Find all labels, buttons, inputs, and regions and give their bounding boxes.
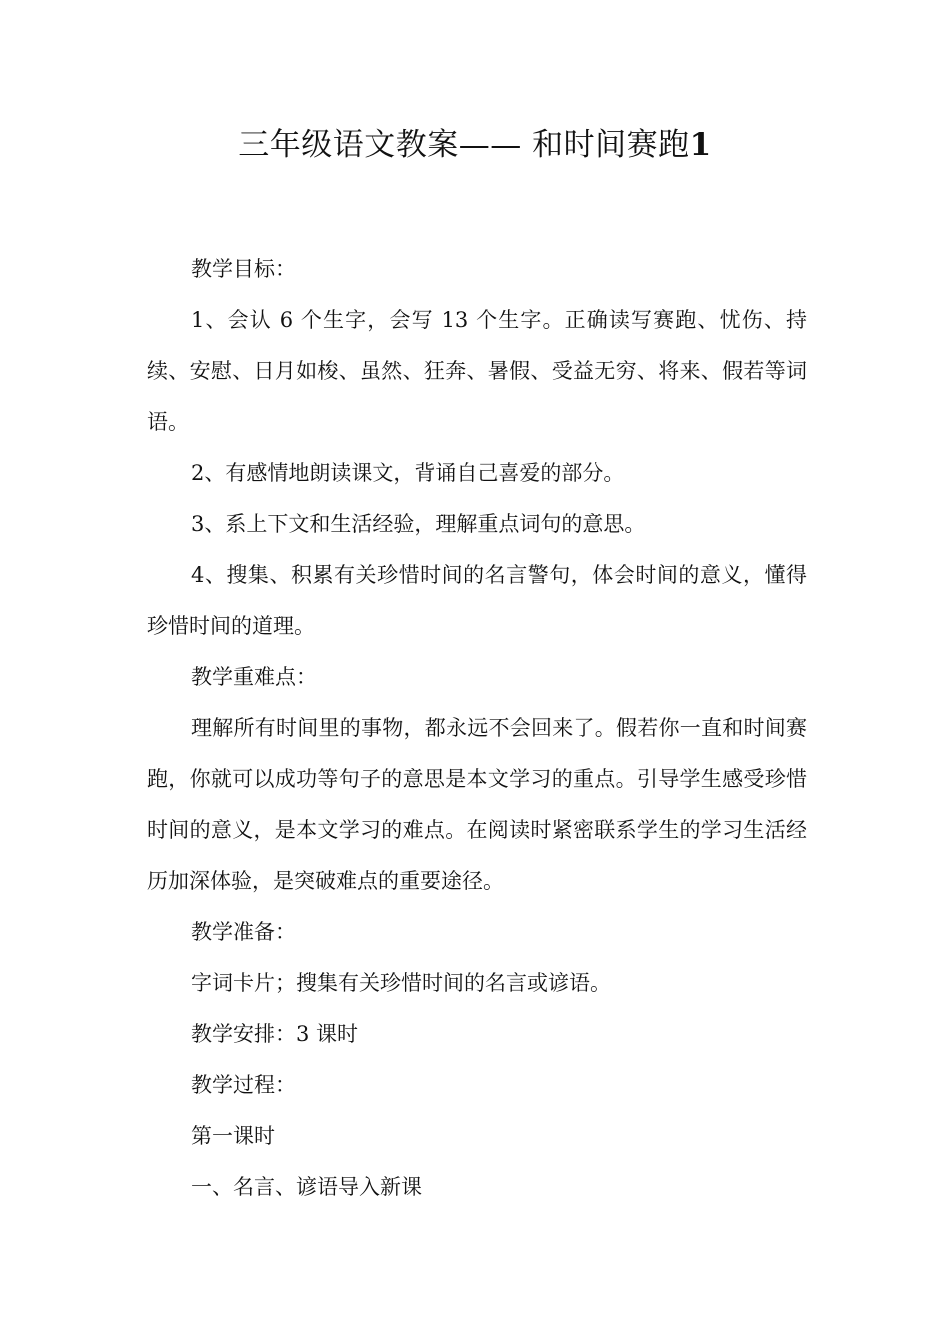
goal-item-2: 2、有感情地朗读课文，背诵自己喜爱的部分。 <box>191 461 625 485</box>
goal-item-4: 4、搜集、积累有关珍惜时间的名言警句，体会时间的意义，懂得珍惜时间的道理。 <box>147 563 807 638</box>
heading-teaching-goals: 教学目标： <box>191 257 296 281</box>
goal-item-3: 3、系上下文和生活经验，理解重点词句的意思。 <box>191 512 646 536</box>
document-body <box>147 244 807 1213</box>
section-one-heading: 一、名言、谚语导入新课 <box>191 1175 422 1199</box>
first-lesson-heading: 第一课时 <box>191 1124 275 1148</box>
heading-key-difficulties: 教学重难点： <box>191 665 317 689</box>
document-title <box>0 122 950 168</box>
heading-teaching-process: 教学过程： <box>191 1073 296 1097</box>
teaching-schedule: 教学安排：3 课时 <box>191 1022 359 1046</box>
heading-preparation: 教学准备： <box>191 920 296 944</box>
key-difficulties-paragraph: 理解所有时间里的事物，都永远不会回来了。假若你一直和时间赛跑，你就可以成功等句子的意思是本文学习的重点。引导学生感受珍惜时间的意义，是本文学习的难点。在阅读时紧密联系学生的学习生活经历加深体验，是突破难点的重要途径。 <box>147 716 807 893</box>
title-number: 1 <box>689 127 712 163</box>
title-text: 三年级语文教案—— 和时间赛跑 <box>238 127 690 163</box>
goal-item-1: 1、会认 6 个生字，会写 13 个生字。正确读写赛跑、忧伤、持续、安慰、日月如梭、虽然、狂奔、暑假、受益无穷、将来、假若等词语。 <box>147 308 807 434</box>
preparation-paragraph: 字词卡片；搜集有关珍惜时间的名言或谚语。 <box>191 971 611 995</box>
